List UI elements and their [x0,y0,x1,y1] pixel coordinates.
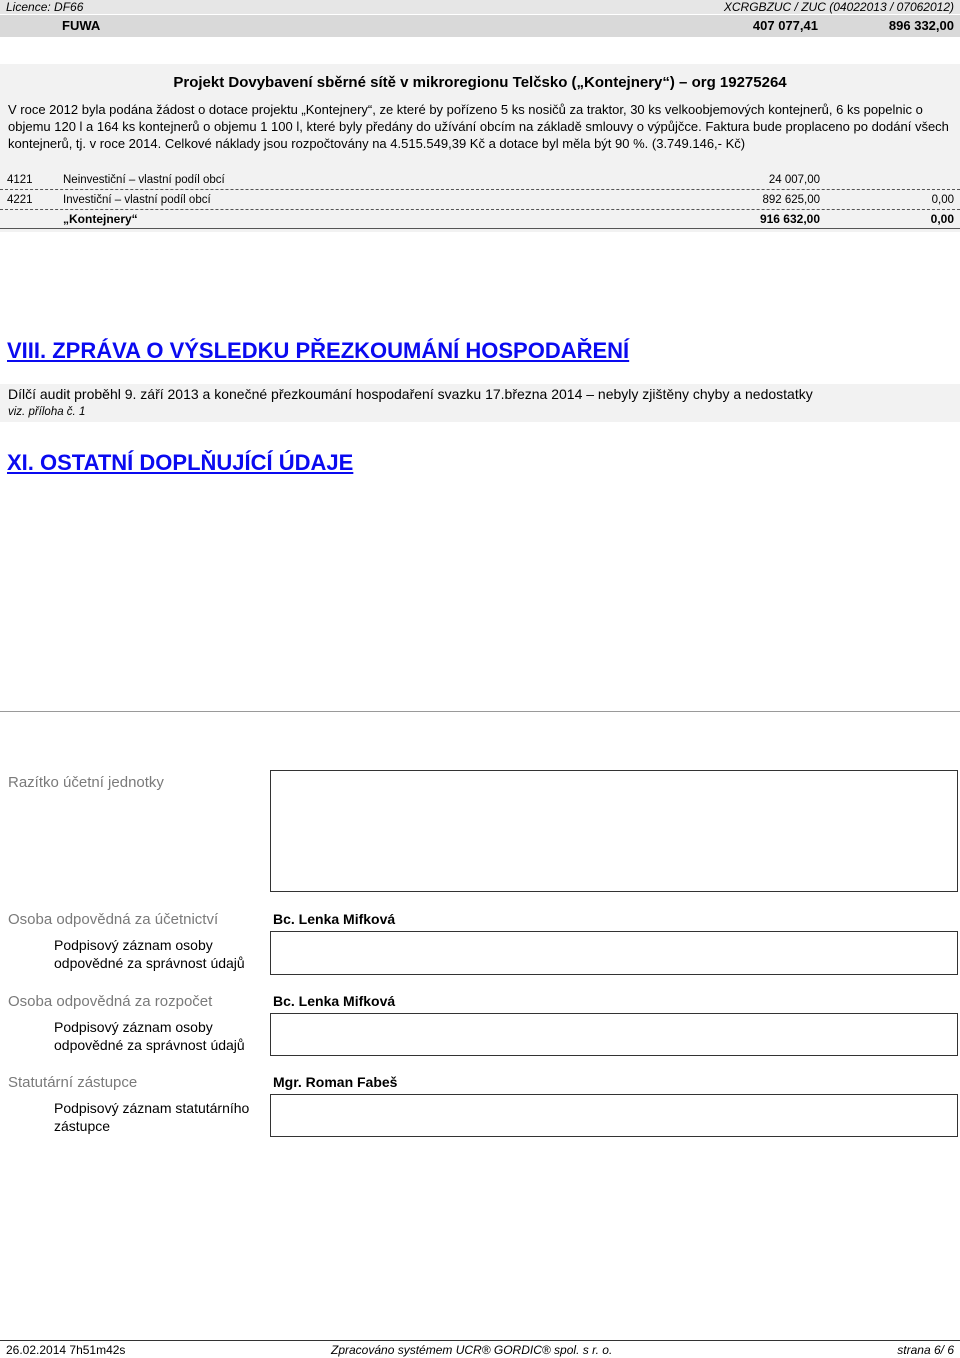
statutory-sub-1: Podpisový záznam statutárního [54,1100,250,1116]
footer-page: strana 6/ 6 [897,1343,954,1357]
row-code: 4221 [7,194,33,206]
accounting-name: Bc. Lenka Mifková [273,911,396,927]
budget-name: Bc. Lenka Mifková [273,993,396,1009]
project-block [0,64,960,232]
audit-note: viz. příloha č. 1 [8,406,86,418]
fuwa-value-1: 407 077,41 [752,18,818,33]
accounting-signature-box [270,931,958,975]
statutory-sub-2: zástupce [54,1118,111,1134]
budget-signature-box [270,1013,958,1056]
fuwa-summary-row [0,15,960,37]
total-label: „Kontejnery“ [63,212,138,226]
statutory-signature-box [270,1094,958,1137]
total-value-1: 916 632,00 [759,212,820,226]
budget-label: Osoba odpovědná za rozpočet [8,993,213,1010]
footer-system: Zpracováno systémem UCR® GORDIC® spol. s r. o. [331,1343,613,1357]
row-value-1: 24 007,00 [768,174,820,186]
footer-date: 26.02.2014 7h51m42s [6,1343,126,1357]
row-text: Investiční – vlastní podíl obcí [63,194,211,206]
divider [0,711,960,712]
footer-divider [0,1340,960,1341]
row-value-1: 892 625,00 [762,194,820,206]
row-code: 4121 [7,174,33,186]
statutory-name: Mgr. Roman Fabeš [273,1074,398,1090]
project-description: V roce 2012 byla podána žádost o dotace projektu „Kontejnery“, ze které by pořízeno 5 ks nosičů za traktor, 30 ks velkoobjemových kontejnerů, 6 ks popelnic o objemu 120 l a 164 ks kontejnerů o objemu 1 100 l, které byly předány do užívání obcím na základě smlouvy o výpůjčce. Faktura bude proplaceno po dodání všech kontejnerů, tj. v roce 2014. Celkové náklady jsou rozpočtovány na 4.515.549,39 Kč a dotace byl měla být 90 %. (3.749.146,- Kč) [8,102,949,151]
audit-block [0,384,960,422]
section-8-heading: VIII. ZPRÁVA O VÝSLEDKU PŘEZKOUMÁNÍ HOSPODAŘENÍ [7,338,630,363]
row-value-2: 0,00 [931,194,954,206]
total-row [0,210,960,229]
section-11-heading: XI. OSTATNÍ DOPLŇUJÍCÍ ÚDAJE [7,450,354,475]
licence-label: Licence: DF66 [6,0,84,14]
stamp-box [270,770,958,892]
total-value-2: 0,00 [930,212,954,226]
fuwa-value-2: 896 332,00 [888,18,954,33]
accounting-sub-2: odpovědné za správnost údajů [54,955,245,971]
project-title: Projekt Dovybavení sběrné sítě v mikroregionu Telčsko („Kontejnery“) – org 19275264 [173,74,787,91]
stamp-label: Razítko účetní jednotky [8,774,164,791]
budget-sub-1: Podpisový záznam osoby [54,1019,213,1035]
document-code: XCRGBZUC / ZUC (04022013 / 07062012) [723,0,954,14]
licence-bar [0,0,960,14]
audit-text: Dílčí audit proběhl 9. září 2013 a konečné přezkoumání hospodaření svazku 17.března 2014 – nebyly zjištěny chyby a nedostatky [8,386,813,402]
fuwa-label: FUWA [62,18,101,33]
row-text: Neinvestiční – vlastní podíl obcí [63,174,225,186]
budget-sub-2: odpovědné za správnost údajů [54,1037,245,1053]
table-row [0,171,960,190]
accounting-label: Osoba odpovědná za účetnictví [8,911,219,928]
accounting-sub-1: Podpisový záznam osoby [54,937,213,953]
table-row [0,191,960,210]
statutory-label: Statutární zástupce [8,1074,138,1091]
